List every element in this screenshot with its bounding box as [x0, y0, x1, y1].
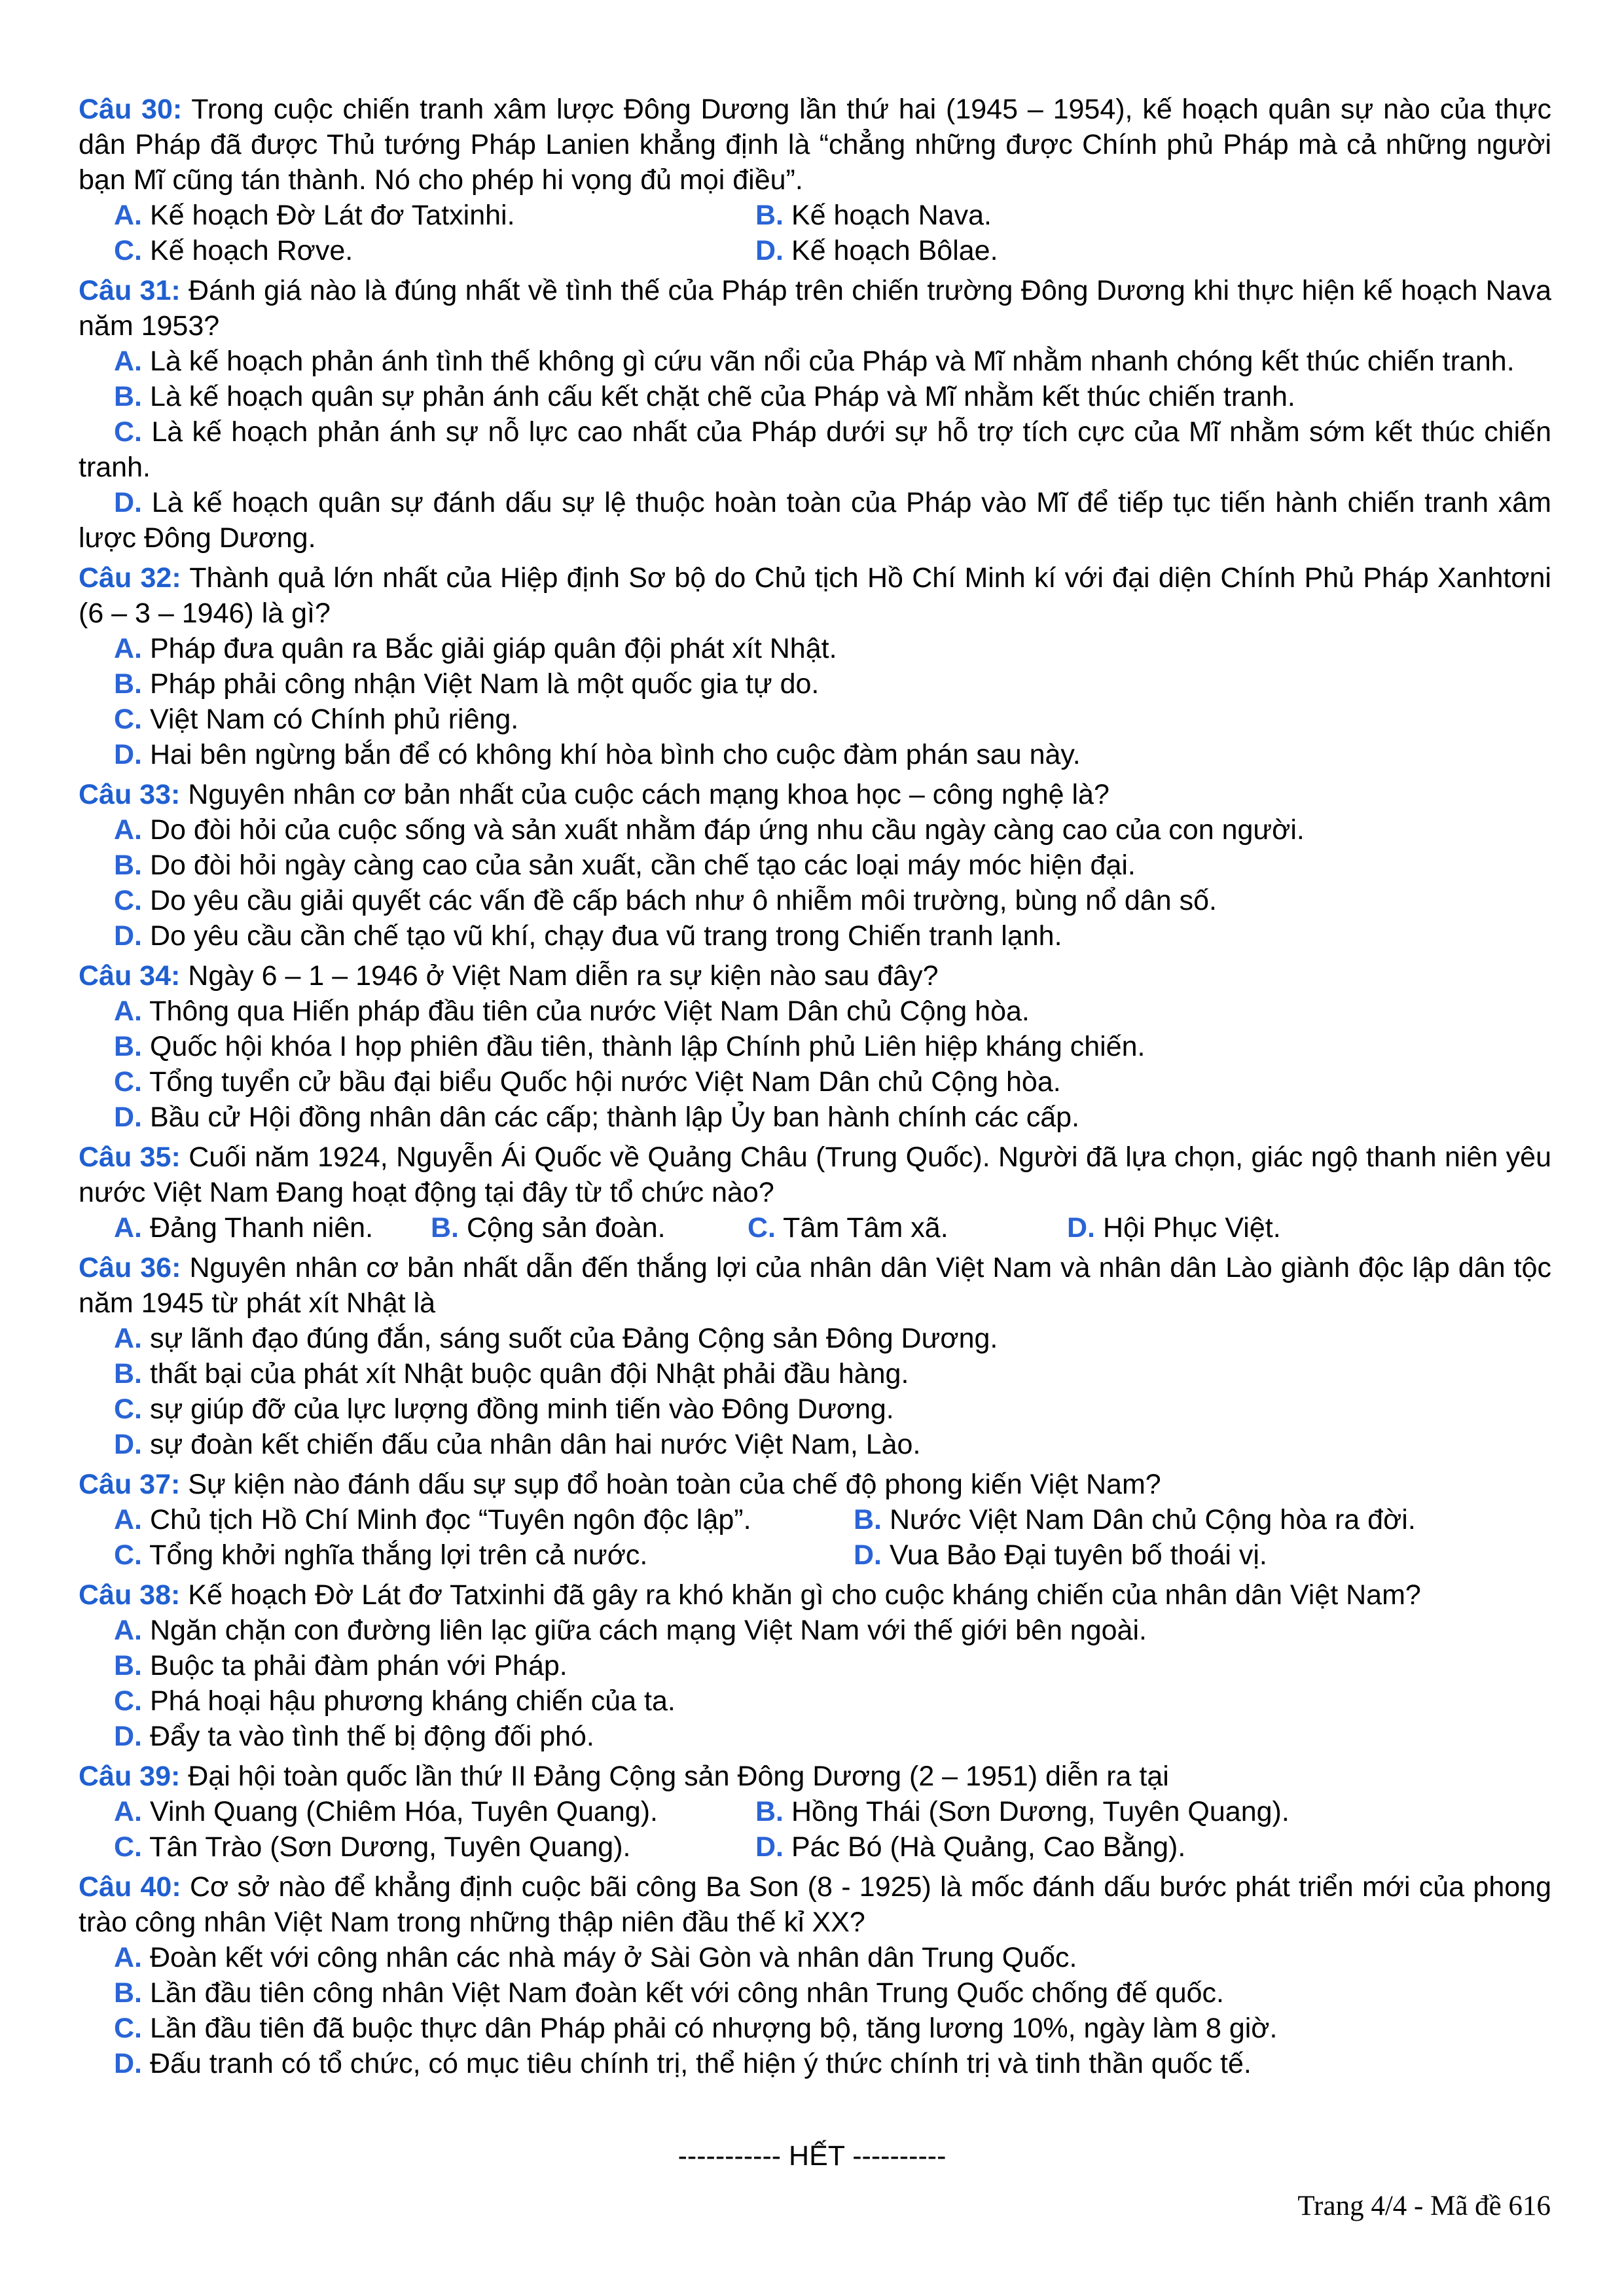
- question-stem: [79, 273, 1551, 344]
- option-a: [114, 1502, 854, 1537]
- question-37: [79, 1467, 1551, 1573]
- option-label: B.: [854, 1504, 882, 1535]
- option-c: [79, 1391, 1551, 1427]
- option-text: Tâm Tâm xã.: [783, 1212, 948, 1244]
- option-label: C.: [114, 1539, 142, 1571]
- question-stem: [79, 1139, 1551, 1210]
- end-marker: ----------- HẾT ----------: [677, 2140, 947, 2172]
- option-a: [114, 1794, 755, 1829]
- option-text: Là kế hoạch phản ánh tình thế không gì cứu vãn nổi của Pháp và Mĩ nhằm nhanh chóng kết thúc chiến tranh.: [149, 346, 1515, 377]
- option-label: B.: [755, 200, 784, 231]
- option-text: Do đòi hỏi ngày càng cao của sản xuất, cần chế tạo các loại máy móc hiện đại.: [149, 850, 1136, 881]
- option-text: Buộc ta phải đàm phán với Pháp.: [149, 1650, 568, 1681]
- option-d: [79, 737, 1551, 772]
- option-c: [79, 702, 1551, 737]
- question-label: Câu 33:: [79, 779, 181, 810]
- question-text: Ngày 6 – 1 – 1946 ở Việt Nam diễn ra sự kiện nào sau đây?: [188, 960, 939, 992]
- question-stem: [79, 1577, 1551, 1613]
- option-b: [79, 1975, 1551, 2011]
- question-30: [79, 92, 1551, 268]
- option-row: [79, 1502, 1551, 1537]
- question-34: [79, 958, 1551, 1135]
- option-a: [114, 198, 755, 233]
- option-text: sự lãnh đạo đúng đắn, sáng suốt của Đảng Cộng sản Đông Dương.: [149, 1323, 998, 1354]
- option-text: Kế hoạch Bôlae.: [791, 235, 998, 266]
- option-b: [79, 1648, 1551, 1683]
- question-text: Đánh giá nào là đúng nhất về tình thế của Pháp trên chiến trường Đông Dương khi thực hiện kế hoạch Nava năm 1953?: [79, 275, 1551, 342]
- option-label: C.: [114, 235, 142, 266]
- option-d: [79, 2046, 1551, 2081]
- option-d: [755, 1829, 1185, 1865]
- question-label: Câu 36:: [79, 1252, 181, 1283]
- question-text: Đại hội toàn quốc lần thứ II Đảng Cộng sản Đông Dương (2 – 1951) diễn ra tại: [188, 1761, 1169, 1792]
- option-d: [755, 233, 998, 268]
- option-b: [79, 379, 1551, 414]
- option-a: [79, 1321, 1551, 1356]
- question-stem: [79, 92, 1551, 198]
- option-b: [79, 848, 1551, 883]
- option-label: B.: [431, 1212, 459, 1244]
- option-text: Pháp đưa quân ra Bắc giải giáp quân đội phát xít Nhật.: [149, 633, 837, 664]
- question-stem: [79, 777, 1551, 812]
- option-b: [79, 666, 1551, 702]
- option-label: B.: [114, 668, 142, 700]
- option-b: [755, 1794, 1290, 1829]
- question-stem: [79, 560, 1551, 631]
- option-label: D.: [755, 235, 784, 266]
- question-stem: [79, 958, 1551, 994]
- option-text: Thông qua Hiến pháp đầu tiên của nước Việt Nam Dân chủ Cộng hòa.: [149, 996, 1030, 1027]
- option-text: Kế hoạch Đờ Lát đơ Tatxinhi.: [149, 200, 515, 231]
- option-label: C.: [114, 1066, 142, 1098]
- option-label: A.: [114, 346, 142, 377]
- question-38: [79, 1577, 1551, 1754]
- question-31: [79, 273, 1551, 556]
- question-32: [79, 560, 1551, 772]
- option-label: C.: [114, 1831, 142, 1863]
- option-text: Tổng tuyển cử bầu đại biểu Quốc hội nước Việt Nam Dân chủ Cộng hòa.: [149, 1066, 1061, 1098]
- option-label: D.: [114, 920, 142, 952]
- question-label: Câu 31:: [79, 275, 181, 306]
- option-d: [79, 1427, 1551, 1462]
- option-label: D.: [114, 1429, 142, 1460]
- option-row: [79, 198, 1551, 233]
- option-b: [755, 198, 992, 233]
- question-text: Cuối năm 1924, Nguyễn Ái Quốc về Quảng Châu (Trung Quốc). Người đã lựa chọn, giác ngộ thanh niên yêu nước Việt Nam Đang hoạt động tại đây từ tổ chức nào?: [79, 1141, 1551, 1208]
- option-text: Phá hoại hậu phương kháng chiến của ta.: [149, 1685, 676, 1717]
- option-label: B.: [114, 381, 142, 412]
- question-text: Kế hoạch Đờ Lát đơ Tatxinhi đã gây ra khó khăn gì cho cuộc kháng chiến của nhân dân Việt Nam?: [188, 1579, 1421, 1611]
- option-label: C.: [114, 1685, 142, 1717]
- option-text: Đấu tranh có tổ chức, có mục tiêu chính trị, thể hiện ý thức chính trị và tinh thần quốc tế.: [149, 2048, 1252, 2079]
- option-text: Kế hoạch Nava.: [791, 200, 992, 231]
- option-label: A.: [114, 1323, 142, 1354]
- option-label: B.: [114, 1358, 142, 1390]
- option-text: Do yêu cầu cần chế tạo vũ khí, chạy đua vũ trang trong Chiến tranh lạnh.: [149, 920, 1062, 952]
- option-label: C.: [114, 885, 142, 916]
- option-label: A.: [114, 1796, 142, 1827]
- question-text: Nguyên nhân cơ bản nhất của cuộc cách mạng khoa học – công nghệ là?: [188, 779, 1110, 810]
- option-d: [79, 918, 1551, 954]
- option-text: Đoàn kết với công nhân các nhà máy ở Sài Gòn và nhân dân Trung Quốc.: [149, 1942, 1077, 1973]
- option-c: [79, 2011, 1551, 2046]
- option-a: [79, 994, 1551, 1029]
- option-text: Là kế hoạch quân sự phản ánh cấu kết chặt chẽ của Pháp và Mĩ nhằm kết thúc chiến tranh.: [149, 381, 1295, 412]
- option-text: Do đòi hỏi của cuộc sống và sản xuất nhằm đáp ứng nhu cầu ngày càng cao của con người.: [149, 814, 1305, 846]
- option-text: Đẩy ta vào tình thế bị động đối phó.: [149, 1721, 594, 1752]
- option-text: Việt Nam có Chính phủ riêng.: [149, 704, 519, 735]
- option-label: C.: [114, 1393, 142, 1425]
- question-text: Sự kiện nào đánh dấu sự sụp đổ hoàn toàn của chế độ phong kiến Việt Nam?: [188, 1469, 1161, 1500]
- option-label: B.: [755, 1796, 784, 1827]
- question-stem: [79, 1250, 1551, 1321]
- option-text: Lần đầu tiên đã buộc thực dân Pháp phải có nhượng bộ, tăng lương 10%, ngày làm 8 giờ.: [149, 2013, 1278, 2044]
- option-text: sự giúp đỡ của lực lượng đồng minh tiến vào Đông Dương.: [149, 1393, 894, 1425]
- option-text: Là kế hoạch quân sự đánh dấu sự lệ thuộc hoàn toàn của Pháp vào Mĩ để tiếp tục tiến hành chiến tranh xâm lược Đông Dương.: [79, 487, 1552, 554]
- option-c: [79, 1683, 1551, 1719]
- option-text: Chủ tịch Hồ Chí Minh đọc “Tuyên ngôn độc lập”.: [149, 1504, 751, 1535]
- question-text: Thành quả lớn nhất của Hiệp định Sơ bộ do Chủ tịch Hồ Chí Minh kí với đại diện Chính Phủ Pháp Xanhtơni (6 – 3 – 1946) là gì?: [79, 562, 1551, 629]
- option-label: B.: [114, 1977, 142, 2009]
- option-label: A.: [114, 1615, 142, 1646]
- question-35: [79, 1139, 1551, 1246]
- option-c: [114, 1829, 755, 1865]
- option-text: Nước Việt Nam Dân chủ Cộng hòa ra đời.: [889, 1504, 1416, 1535]
- option-label: D.: [1067, 1212, 1095, 1244]
- option-c: [79, 1064, 1551, 1100]
- option-label: D.: [114, 487, 142, 518]
- question-text: Cơ sở nào để khẳng định cuộc bãi công Ba Son (8 - 1925) là mốc đánh dấu bước phát triển mới của phong trào công nhân Việt Nam trong những thập niên đầu thế kỉ XX?: [79, 1871, 1551, 1938]
- option-a: [79, 1613, 1551, 1648]
- option-row: [79, 1794, 1551, 1829]
- option-a: [114, 1210, 431, 1246]
- option-b: [854, 1502, 1416, 1537]
- option-label: A.: [114, 200, 142, 231]
- question-label: Câu 34:: [79, 960, 181, 992]
- question-text: Nguyên nhân cơ bản nhất dẫn đến thắng lợi của nhân dân Việt Nam và nhân dân Lào giành độc lập dân tộc năm 1945 từ phát xít Nhật là: [79, 1252, 1551, 1319]
- option-text: Tân Trào (Sơn Dương, Tuyên Quang).: [149, 1831, 631, 1863]
- option-label: A.: [114, 996, 142, 1027]
- question-label: Câu 35:: [79, 1141, 181, 1173]
- option-label: A.: [114, 633, 142, 664]
- option-label: C.: [114, 416, 142, 448]
- question-label: Câu 32:: [79, 562, 181, 594]
- option-label: D.: [114, 1102, 142, 1133]
- option-text: Vua Bảo Đại tuyên bố thoái vị.: [889, 1539, 1267, 1571]
- option-label: D.: [114, 739, 142, 770]
- option-a: [79, 1940, 1551, 1975]
- option-label: A.: [114, 1942, 142, 1973]
- option-text: Lần đầu tiên công nhân Việt Nam đoàn kết với công nhân Trung Quốc chống đế quốc.: [149, 1977, 1225, 2009]
- option-label: B.: [114, 850, 142, 881]
- question-label: Câu 40:: [79, 1871, 181, 1903]
- question-stem: [79, 1467, 1551, 1502]
- option-label: A.: [114, 1212, 142, 1244]
- option-text: Là kế hoạch phản ánh sự nỗ lực cao nhất của Pháp dưới sự hỗ trợ tích cực của Mĩ nhằm sớm kết thúc chiến tranh.: [79, 416, 1551, 483]
- option-text: Vinh Quang (Chiêm Hóa, Tuyên Quang).: [149, 1796, 658, 1827]
- question-stem: [79, 1759, 1551, 1794]
- option-text: Do yêu cầu giải quyết các vấn đề cấp bách như ô nhiễm môi trường, bùng nổ dân số.: [149, 885, 1217, 916]
- option-d: [79, 485, 1551, 556]
- option-text: sự đoàn kết chiến đấu của nhân dân hai nước Việt Nam, Lào.: [149, 1429, 921, 1460]
- option-label: C.: [748, 1212, 776, 1244]
- question-text: Trong cuộc chiến tranh xâm lược Đông Dương lần thứ hai (1945 – 1954), kế hoạch quân sự nào của thực dân Pháp đã được Thủ tướng Pháp Lanien khẳng định là “chẳng những được Chính phủ Pháp mà cả những người bạn Mĩ cũng tán thành. Nó cho phép hi vọng đủ mọi điều”.: [79, 94, 1551, 196]
- option-label: C.: [114, 2013, 142, 2044]
- option-b: [79, 1356, 1551, 1391]
- option-row: [79, 1210, 1551, 1246]
- option-text: thất bại của phát xít Nhật buộc quân đội Nhật phải đầu hàng.: [149, 1358, 909, 1390]
- option-text: Bầu cử Hội đồng nhân dân các cấp; thành lập Ủy ban hành chính các cấp.: [149, 1102, 1080, 1133]
- option-label: B.: [114, 1031, 142, 1062]
- option-text: Hồng Thái (Sơn Dương, Tuyên Quang).: [791, 1796, 1290, 1827]
- option-row: [79, 1829, 1551, 1865]
- option-c: [748, 1210, 1067, 1246]
- option-d: [854, 1537, 1267, 1573]
- page-number: Trang 4/4 - Mã đề 616: [1297, 2191, 1551, 2221]
- option-label: D.: [114, 1721, 142, 1752]
- option-text: Hội Phục Việt.: [1102, 1212, 1281, 1244]
- question-stem: [79, 1869, 1551, 1940]
- option-label: B.: [114, 1650, 142, 1681]
- option-d: [79, 1719, 1551, 1754]
- question-36: [79, 1250, 1551, 1462]
- option-a: [79, 344, 1551, 379]
- option-label: D.: [854, 1539, 882, 1571]
- question-label: Câu 38:: [79, 1579, 181, 1611]
- option-c: [79, 883, 1551, 918]
- question-label: Câu 37:: [79, 1469, 181, 1500]
- question-39: [79, 1759, 1551, 1865]
- option-b: [431, 1210, 748, 1246]
- option-text: Đảng Thanh niên.: [149, 1212, 374, 1244]
- option-c: [114, 1537, 854, 1573]
- question-list: [79, 92, 1551, 2086]
- option-label: A.: [114, 1504, 142, 1535]
- question-33: [79, 777, 1551, 954]
- option-text: Quốc hội khóa I họp phiên đầu tiên, thành lập Chính phủ Liên hiệp kháng chiến.: [149, 1031, 1146, 1062]
- question-label: Câu 39:: [79, 1761, 181, 1792]
- option-row: [79, 1537, 1551, 1573]
- option-c: [79, 414, 1551, 485]
- option-row: [79, 233, 1551, 268]
- option-text: Pháp phải công nhận Việt Nam là một quốc gia tự do.: [149, 668, 820, 700]
- option-text: Hai bên ngừng bắn để có không khí hòa bình cho cuộc đàm phán sau này.: [149, 739, 1081, 770]
- option-text: Kế hoạch Rơve.: [149, 235, 353, 266]
- option-text: Cộng sản đoàn.: [466, 1212, 666, 1244]
- option-d: [1067, 1210, 1281, 1246]
- option-c: [114, 233, 755, 268]
- option-text: Pác Bó (Hà Quảng, Cao Bằng).: [791, 1831, 1186, 1863]
- question-label: Câu 30:: [79, 94, 183, 125]
- option-text: Tổng khởi nghĩa thắng lợi trên cả nước.: [149, 1539, 648, 1571]
- option-b: [79, 1029, 1551, 1064]
- option-label: A.: [114, 814, 142, 846]
- option-a: [79, 812, 1551, 848]
- option-label: C.: [114, 704, 142, 735]
- option-a: [79, 631, 1551, 666]
- question-40: [79, 1869, 1551, 2081]
- option-text: Ngăn chặn con đường liên lạc giữa cách mạng Việt Nam với thế giới bên ngoài.: [149, 1615, 1147, 1646]
- option-d: [79, 1100, 1551, 1135]
- option-label: D.: [755, 1831, 784, 1863]
- option-label: D.: [114, 2048, 142, 2079]
